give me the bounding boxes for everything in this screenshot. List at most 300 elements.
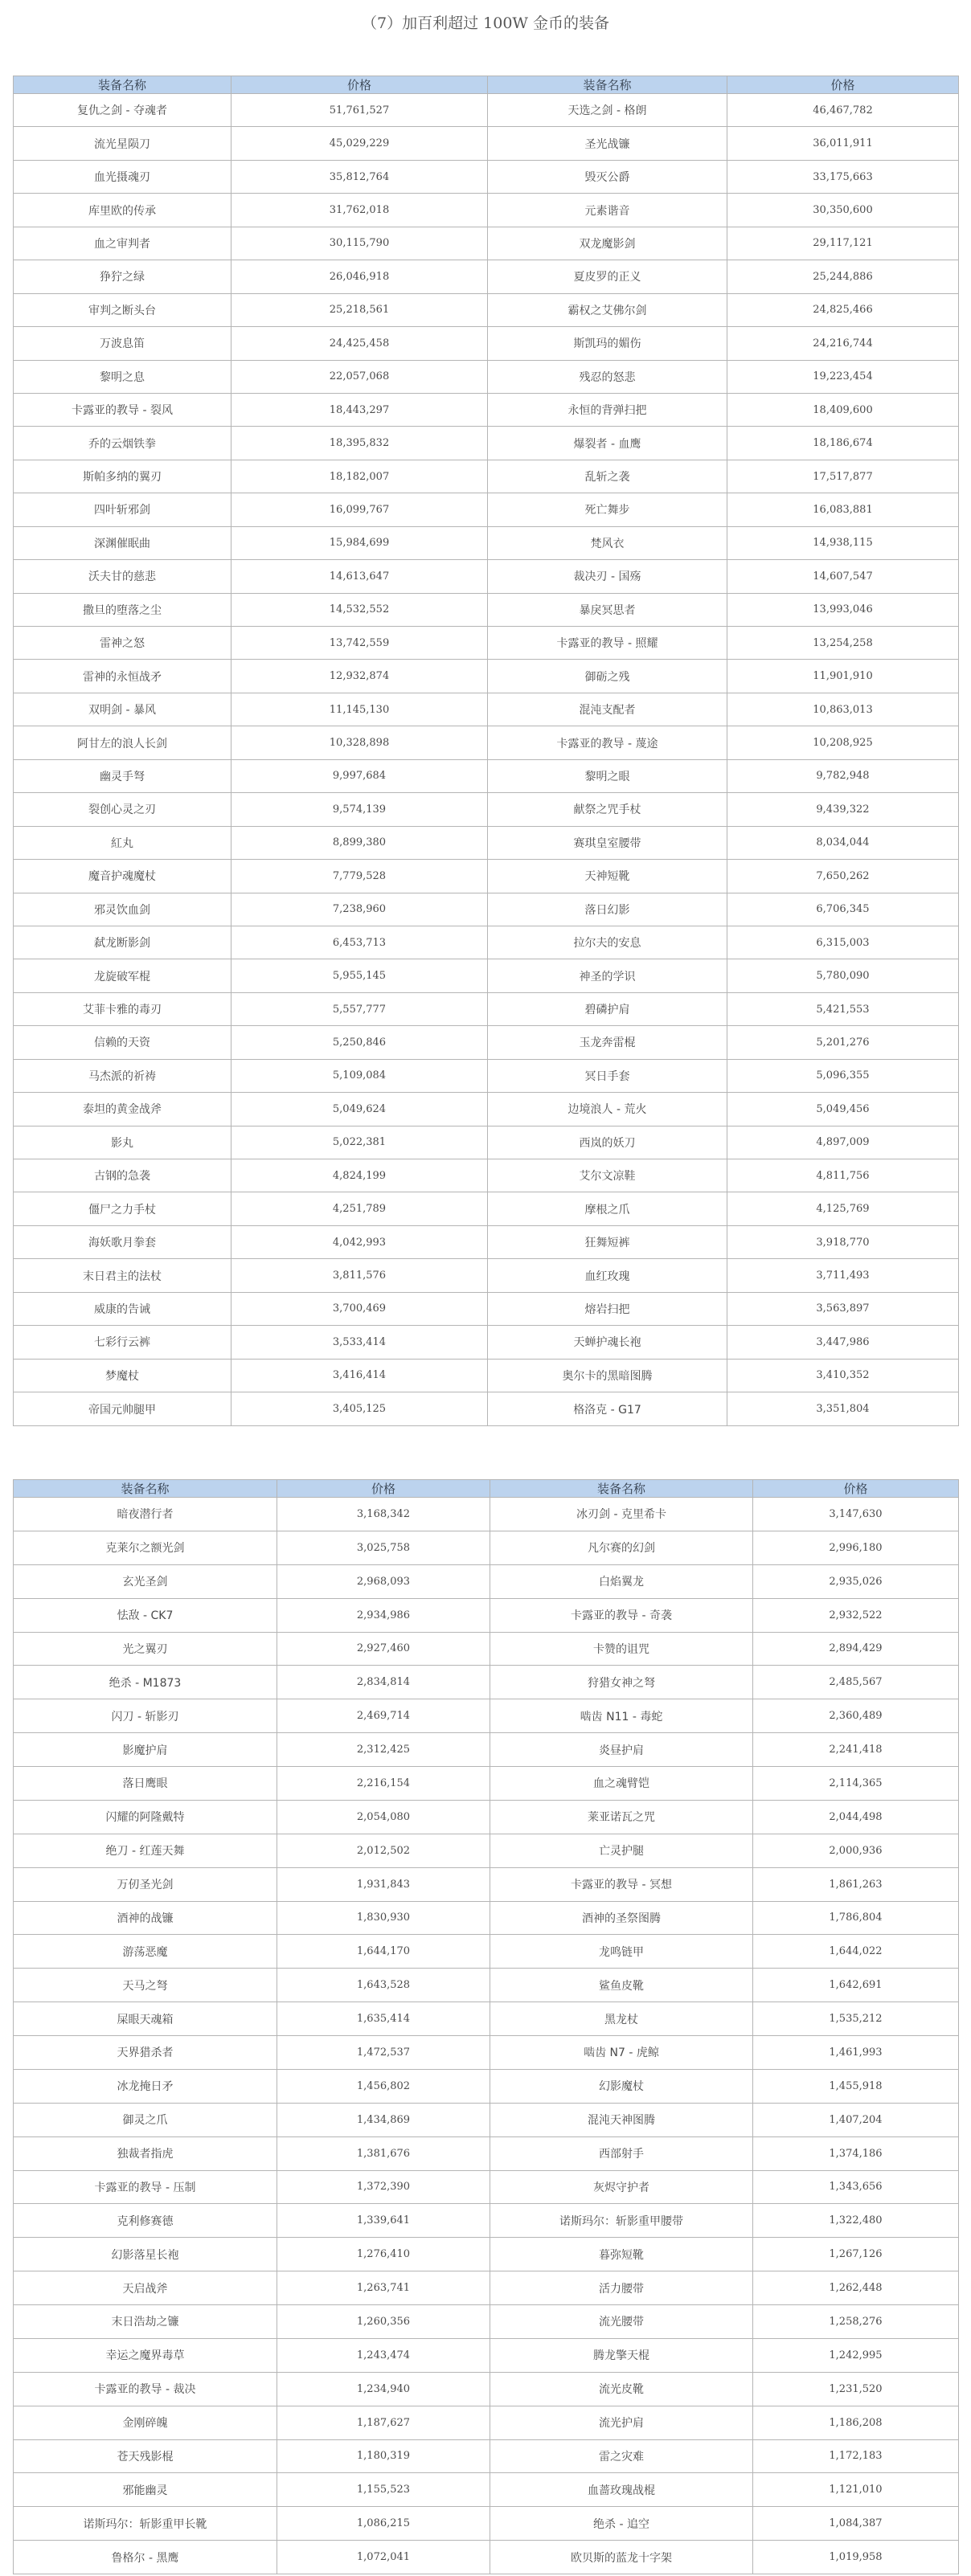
item-name-cell: 莱亚诺瓦之咒 bbox=[490, 1800, 753, 1834]
item-name-cell: 绝杀 - 追空 bbox=[490, 2507, 753, 2541]
item-name-cell: 威康的告诫 bbox=[14, 1292, 231, 1325]
table-row bbox=[14, 1531, 959, 1564]
item-price-cell: 3,168,342 bbox=[277, 1498, 490, 1531]
item-name-cell: 酒神的圣祭图腾 bbox=[490, 1901, 753, 1935]
item-name-cell: 流光护肩 bbox=[490, 2406, 753, 2439]
item-name-cell: 霸权之艾佛尔剑 bbox=[488, 293, 727, 326]
item-price-cell: 1,407,204 bbox=[753, 2103, 959, 2136]
item-price-cell: 18,186,674 bbox=[727, 427, 959, 460]
item-name-cell: 血光摄魂刃 bbox=[14, 160, 231, 193]
item-price-cell: 1,072,041 bbox=[277, 2541, 490, 2574]
item-price-cell: 30,115,790 bbox=[231, 227, 488, 260]
item-price-cell: 51,761,527 bbox=[231, 94, 488, 127]
page-title: （7）加百利超过 100W 金币的装备 bbox=[362, 14, 609, 32]
item-price-cell: 9,439,322 bbox=[727, 793, 959, 826]
item-price-cell: 24,216,744 bbox=[727, 327, 959, 360]
item-name-cell: 西岚的妖刀 bbox=[488, 1126, 727, 1159]
item-name-cell: 活力腰带 bbox=[490, 2271, 753, 2305]
item-name-cell: 影魔护肩 bbox=[14, 1733, 277, 1767]
item-name-cell: 克莱尔之额光剑 bbox=[14, 1531, 277, 1564]
item-name-cell: 狰狞之绿 bbox=[14, 260, 231, 293]
item-price-cell: 3,700,469 bbox=[231, 1292, 488, 1325]
column-header-name: 装备名称 bbox=[488, 76, 727, 94]
table-row bbox=[14, 1259, 959, 1292]
item-name-cell: 御灵之爪 bbox=[14, 2103, 277, 2136]
table-row bbox=[14, 2473, 959, 2507]
item-price-cell: 5,421,553 bbox=[727, 992, 959, 1025]
item-name-cell: 万仞圣光剑 bbox=[14, 1867, 277, 1901]
item-name-cell: 死亡舞步 bbox=[488, 493, 727, 526]
item-price-cell: 2,834,814 bbox=[277, 1666, 490, 1699]
table-row bbox=[14, 2338, 959, 2372]
item-name-cell: 幻影落星长袍 bbox=[14, 2238, 277, 2271]
table-row bbox=[14, 1292, 959, 1325]
item-price-cell: 6,706,345 bbox=[727, 893, 959, 926]
column-header-price: 价格 bbox=[753, 1480, 959, 1498]
item-name-cell: 夏皮罗的正义 bbox=[488, 260, 727, 293]
item-price-cell: 2,934,986 bbox=[277, 1598, 490, 1632]
column-header-name: 装备名称 bbox=[14, 1480, 277, 1498]
item-price-cell: 3,351,804 bbox=[727, 1392, 959, 1426]
item-price-cell: 12,932,874 bbox=[231, 660, 488, 693]
item-name-cell: 黎明之眼 bbox=[488, 759, 727, 792]
item-name-cell: 边境浪人 - 荒火 bbox=[488, 1093, 727, 1126]
item-price-cell: 1,263,741 bbox=[277, 2271, 490, 2305]
item-name-cell: 诺斯玛尔：斩影重甲腰带 bbox=[490, 2204, 753, 2238]
table-row bbox=[14, 660, 959, 693]
item-name-cell: 邪能幽灵 bbox=[14, 2473, 277, 2507]
item-name-cell: 冰刃剑 - 克里希卡 bbox=[490, 1498, 753, 1531]
item-price-cell: 3,147,630 bbox=[753, 1498, 959, 1531]
item-price-cell: 1,186,208 bbox=[753, 2406, 959, 2439]
item-name-cell: 熔岩扫把 bbox=[488, 1292, 727, 1325]
table-row bbox=[14, 260, 959, 293]
table-row bbox=[14, 194, 959, 227]
item-price-cell: 10,863,013 bbox=[727, 693, 959, 726]
item-name-cell: 卡露亚的教导 - 奇袭 bbox=[490, 1598, 753, 1632]
item-price-cell: 1,456,802 bbox=[277, 2069, 490, 2103]
item-name-cell: 艾尔文凉鞋 bbox=[488, 1159, 727, 1192]
table-row bbox=[14, 2069, 959, 2103]
item-price-cell: 1,258,276 bbox=[753, 2305, 959, 2339]
item-price-cell: 15,984,699 bbox=[231, 526, 488, 559]
item-name-cell: 卡露亚的教导 - 照耀 bbox=[488, 627, 727, 660]
item-price-cell: 31,762,018 bbox=[231, 194, 488, 227]
item-name-cell: 腾龙擎天棍 bbox=[490, 2338, 753, 2372]
item-price-cell: 3,416,414 bbox=[231, 1359, 488, 1392]
item-price-cell: 13,742,559 bbox=[231, 627, 488, 660]
table-row bbox=[14, 1901, 959, 1935]
item-name-cell: 神圣的学识 bbox=[488, 959, 727, 992]
item-price-cell: 6,315,003 bbox=[727, 926, 959, 959]
column-header-name: 装备名称 bbox=[14, 76, 231, 94]
table-row bbox=[14, 1159, 959, 1192]
item-name-cell: 爆裂者 - 血鹰 bbox=[488, 427, 727, 460]
item-name-cell: 啮齿 N7 - 虎鲸 bbox=[490, 2036, 753, 2070]
item-name-cell: 库里欧的传承 bbox=[14, 194, 231, 227]
item-price-cell: 1,434,869 bbox=[277, 2103, 490, 2136]
item-name-cell: 光之翼刃 bbox=[14, 1632, 277, 1666]
item-price-cell: 2,927,460 bbox=[277, 1632, 490, 1666]
item-name-cell: 撒旦的堕落之尘 bbox=[14, 593, 231, 626]
table-row bbox=[14, 293, 959, 326]
table-row bbox=[14, 992, 959, 1025]
table-row bbox=[14, 427, 959, 460]
item-price-cell: 1,861,263 bbox=[753, 1867, 959, 1901]
item-name-cell: 摩根之爪 bbox=[488, 1192, 727, 1225]
table-row bbox=[14, 360, 959, 393]
item-price-cell: 5,109,084 bbox=[231, 1059, 488, 1092]
item-name-cell: 沃夫甘的慈悲 bbox=[14, 560, 231, 593]
table-row bbox=[14, 1126, 959, 1159]
item-name-cell: 卡赞的诅咒 bbox=[490, 1632, 753, 1666]
table-row bbox=[14, 160, 959, 193]
item-name-cell: 血之审判者 bbox=[14, 227, 231, 260]
item-name-cell: 阿甘左的浪人长剑 bbox=[14, 726, 231, 759]
item-price-cell: 14,607,547 bbox=[727, 560, 959, 593]
item-price-cell: 16,083,881 bbox=[727, 493, 959, 526]
table-row bbox=[14, 926, 959, 959]
item-price-cell: 5,955,145 bbox=[231, 959, 488, 992]
item-price-cell: 26,046,918 bbox=[231, 260, 488, 293]
item-price-cell: 10,328,898 bbox=[231, 726, 488, 759]
item-name-cell: 乱斩之袭 bbox=[488, 460, 727, 493]
item-price-cell: 11,901,910 bbox=[727, 660, 959, 693]
item-price-cell: 2,241,418 bbox=[753, 1733, 959, 1767]
item-price-cell: 2,012,502 bbox=[277, 1834, 490, 1867]
table-row bbox=[14, 893, 959, 926]
item-name-cell: 泰坦的黄金战斧 bbox=[14, 1093, 231, 1126]
item-name-cell: 审判之断头台 bbox=[14, 293, 231, 326]
item-name-cell: 拉尔夫的安息 bbox=[488, 926, 727, 959]
item-price-cell: 5,022,381 bbox=[231, 1126, 488, 1159]
item-name-cell: 血蔷玫瑰战棍 bbox=[490, 2473, 753, 2507]
item-name-cell: 鲁格尔 - 黑鹰 bbox=[14, 2541, 277, 2574]
item-price-cell: 4,125,769 bbox=[727, 1192, 959, 1225]
item-name-cell: 狂舞短裤 bbox=[488, 1225, 727, 1258]
item-name-cell: 流光皮靴 bbox=[490, 2372, 753, 2406]
table-row bbox=[14, 793, 959, 826]
item-name-cell: 落日幻影 bbox=[488, 893, 727, 926]
item-name-cell: 屎眼天魂箱 bbox=[14, 2002, 277, 2036]
item-price-cell: 17,517,877 bbox=[727, 460, 959, 493]
item-name-cell: 奥尔卡的黑暗图腾 bbox=[488, 1359, 727, 1392]
item-name-cell: 裁决刃 - 国殇 bbox=[488, 560, 727, 593]
table-row bbox=[14, 860, 959, 893]
item-price-cell: 2,000,936 bbox=[753, 1834, 959, 1867]
item-name-cell: 独裁者指虎 bbox=[14, 2136, 277, 2170]
table-row bbox=[14, 593, 959, 626]
table-row bbox=[14, 2036, 959, 2070]
item-name-cell: 落日鹰眼 bbox=[14, 1767, 277, 1801]
column-header-price: 价格 bbox=[727, 76, 959, 94]
item-name-cell: 天启战斧 bbox=[14, 2271, 277, 2305]
item-name-cell: 末日浩劫之镰 bbox=[14, 2305, 277, 2339]
item-name-cell: 暴戾冥思者 bbox=[488, 593, 727, 626]
item-name-cell: 帝国元帅腿甲 bbox=[14, 1392, 231, 1426]
item-price-cell: 18,395,832 bbox=[231, 427, 488, 460]
item-price-cell: 1,931,843 bbox=[277, 1867, 490, 1901]
item-price-cell: 3,025,758 bbox=[277, 1531, 490, 1564]
item-name-cell: 格洛克 - G17 bbox=[488, 1392, 727, 1426]
column-header-name: 装备名称 bbox=[490, 1480, 753, 1498]
item-price-cell: 1,155,523 bbox=[277, 2473, 490, 2507]
item-name-cell: 幻影魔杖 bbox=[490, 2069, 753, 2103]
item-price-cell: 1,644,022 bbox=[753, 1935, 959, 1969]
item-price-cell: 29,117,121 bbox=[727, 227, 959, 260]
item-price-cell: 18,409,600 bbox=[727, 393, 959, 426]
table-row bbox=[14, 1969, 959, 2002]
item-name-cell: 混沌支配者 bbox=[488, 693, 727, 726]
table-row bbox=[14, 2406, 959, 2439]
item-price-cell: 1,172,183 bbox=[753, 2439, 959, 2473]
table-row bbox=[14, 2541, 959, 2574]
table-header-row bbox=[14, 1480, 959, 1498]
table-row bbox=[14, 560, 959, 593]
item-name-cell: 绝刀 - 红莲天舞 bbox=[14, 1834, 277, 1867]
item-price-cell: 3,405,125 bbox=[231, 1392, 488, 1426]
table-row bbox=[14, 2439, 959, 2473]
item-price-cell: 5,201,276 bbox=[727, 1026, 959, 1059]
table-row bbox=[14, 759, 959, 792]
item-name-cell: 天马之弩 bbox=[14, 1969, 277, 2002]
item-price-cell: 1,830,930 bbox=[277, 1901, 490, 1935]
item-name-cell: 诺斯玛尔：斩影重甲长靴 bbox=[14, 2507, 277, 2541]
item-price-cell: 2,932,522 bbox=[753, 1598, 959, 1632]
item-price-cell: 1,084,387 bbox=[753, 2507, 959, 2541]
item-price-cell: 2,054,080 bbox=[277, 1800, 490, 1834]
table-row bbox=[14, 2507, 959, 2541]
item-price-cell: 16,099,767 bbox=[231, 493, 488, 526]
item-name-cell: 梵风衣 bbox=[488, 526, 727, 559]
item-price-cell: 1,276,410 bbox=[277, 2238, 490, 2271]
item-name-cell: 暗夜潜行者 bbox=[14, 1498, 277, 1531]
table-header-row bbox=[14, 76, 959, 94]
item-name-cell: 碧磷护肩 bbox=[488, 992, 727, 1025]
item-name-cell: 马杰派的祈祷 bbox=[14, 1059, 231, 1092]
item-name-cell: 怯敌 - CK7 bbox=[14, 1598, 277, 1632]
item-price-cell: 3,563,897 bbox=[727, 1292, 959, 1325]
item-price-cell: 5,557,777 bbox=[231, 992, 488, 1025]
item-price-cell: 25,218,561 bbox=[231, 293, 488, 326]
table-row bbox=[14, 1632, 959, 1666]
item-price-cell: 3,918,770 bbox=[727, 1225, 959, 1258]
item-price-cell: 1,243,474 bbox=[277, 2338, 490, 2372]
item-price-cell: 9,574,139 bbox=[231, 793, 488, 826]
item-price-cell: 3,410,352 bbox=[727, 1359, 959, 1392]
item-name-cell: 玉龙奔雷棍 bbox=[488, 1026, 727, 1059]
table-row bbox=[14, 2305, 959, 2339]
table-row bbox=[14, 2204, 959, 2238]
table-row bbox=[14, 1225, 959, 1258]
item-price-cell: 1,234,940 bbox=[277, 2372, 490, 2406]
table-row bbox=[14, 959, 959, 992]
table-row bbox=[14, 1834, 959, 1867]
item-name-cell: 永恒的背弹扫把 bbox=[488, 393, 727, 426]
item-price-cell: 2,044,498 bbox=[753, 1800, 959, 1834]
item-price-cell: 2,360,489 bbox=[753, 1699, 959, 1733]
item-price-cell: 5,049,624 bbox=[231, 1093, 488, 1126]
item-price-cell: 4,811,756 bbox=[727, 1159, 959, 1192]
item-price-cell: 1,260,356 bbox=[277, 2305, 490, 2339]
item-price-cell: 5,780,090 bbox=[727, 959, 959, 992]
table-row bbox=[14, 1800, 959, 1834]
table-row bbox=[14, 1059, 959, 1092]
item-name-cell: 苍天残影棍 bbox=[14, 2439, 277, 2473]
table-row bbox=[14, 1326, 959, 1359]
table-row bbox=[14, 393, 959, 426]
item-name-cell: 冥日手套 bbox=[488, 1059, 727, 1092]
item-price-cell: 4,042,993 bbox=[231, 1225, 488, 1258]
item-name-cell: 赛琪皇室腰带 bbox=[488, 826, 727, 859]
item-price-cell: 18,182,007 bbox=[231, 460, 488, 493]
table-row bbox=[14, 1767, 959, 1801]
item-name-cell: 酒神的战镰 bbox=[14, 1901, 277, 1935]
table-row bbox=[14, 2372, 959, 2406]
item-name-cell: 僵尸之力手杖 bbox=[14, 1192, 231, 1225]
item-name-cell: 闪耀的阿隆戴特 bbox=[14, 1800, 277, 1834]
item-name-cell: 灰烬守护者 bbox=[490, 2170, 753, 2204]
item-price-cell: 4,251,789 bbox=[231, 1192, 488, 1225]
item-price-cell: 2,935,026 bbox=[753, 1564, 959, 1598]
item-name-cell: 幸运之魔界毒草 bbox=[14, 2338, 277, 2372]
item-price-cell: 2,968,093 bbox=[277, 1564, 490, 1598]
item-name-cell: 卡露亚的教导 - 裂风 bbox=[14, 393, 231, 426]
item-name-cell: 魔音护魂魔杖 bbox=[14, 860, 231, 893]
item-price-cell: 1,231,520 bbox=[753, 2372, 959, 2406]
item-name-cell: 御砺之残 bbox=[488, 660, 727, 693]
item-price-cell: 3,447,986 bbox=[727, 1326, 959, 1359]
item-price-cell: 4,824,199 bbox=[231, 1159, 488, 1192]
item-price-cell: 3,711,493 bbox=[727, 1259, 959, 1292]
item-name-cell: 血红玫瑰 bbox=[488, 1259, 727, 1292]
item-name-cell: 黎明之息 bbox=[14, 360, 231, 393]
table-row bbox=[14, 1192, 959, 1225]
item-name-cell: 残忍的怒悲 bbox=[488, 360, 727, 393]
item-price-cell: 1,180,319 bbox=[277, 2439, 490, 2473]
item-price-cell: 25,244,886 bbox=[727, 260, 959, 293]
item-price-cell: 1,242,995 bbox=[753, 2338, 959, 2372]
item-name-cell: 卡露亚的教导 - 裁决 bbox=[14, 2372, 277, 2406]
item-price-cell: 5,049,456 bbox=[727, 1093, 959, 1126]
item-name-cell: 元素谐音 bbox=[488, 194, 727, 227]
item-name-cell: 金刚碎魄 bbox=[14, 2406, 277, 2439]
item-name-cell: 裂创心灵之刃 bbox=[14, 793, 231, 826]
item-price-cell: 19,223,454 bbox=[727, 360, 959, 393]
column-header-price: 价格 bbox=[277, 1480, 490, 1498]
item-name-cell: 双龙魔影剑 bbox=[488, 227, 727, 260]
item-price-cell: 2,216,154 bbox=[277, 1767, 490, 1801]
table-row bbox=[14, 2136, 959, 2170]
item-name-cell: 天神短靴 bbox=[488, 860, 727, 893]
table-row bbox=[14, 1666, 959, 1699]
item-name-cell: 卡露亚的教导 - 压制 bbox=[14, 2170, 277, 2204]
table-row bbox=[14, 1935, 959, 1969]
item-price-cell: 45,029,229 bbox=[231, 127, 488, 160]
item-name-cell: 游荡恶魔 bbox=[14, 1935, 277, 1969]
item-price-cell: 7,779,528 bbox=[231, 860, 488, 893]
table-row bbox=[14, 1026, 959, 1059]
table-row bbox=[14, 1359, 959, 1392]
item-price-cell: 14,938,115 bbox=[727, 526, 959, 559]
item-price-cell: 10,208,925 bbox=[727, 726, 959, 759]
item-name-cell: 天蝉护魂长袍 bbox=[488, 1326, 727, 1359]
item-price-cell: 1,262,448 bbox=[753, 2271, 959, 2305]
item-name-cell: 暮弥短靴 bbox=[490, 2238, 753, 2271]
item-name-cell: 冰龙掩日矛 bbox=[14, 2069, 277, 2103]
item-name-cell: 圣光战镰 bbox=[488, 127, 727, 160]
item-name-cell: 斯凯玛的媚伤 bbox=[488, 327, 727, 360]
item-name-cell: 啮齿 N11 - 毒蛇 bbox=[490, 1699, 753, 1733]
item-price-cell: 9,782,948 bbox=[727, 759, 959, 792]
item-price-cell: 1,461,993 bbox=[753, 2036, 959, 2070]
table-row bbox=[14, 460, 959, 493]
item-price-cell: 4,897,009 bbox=[727, 1126, 959, 1159]
table-row bbox=[14, 327, 959, 360]
item-price-cell: 18,443,297 bbox=[231, 393, 488, 426]
item-price-cell: 1,455,918 bbox=[753, 2069, 959, 2103]
item-name-cell: 卡露亚的教导 - 蔑途 bbox=[488, 726, 727, 759]
item-name-cell: 流光腰带 bbox=[490, 2305, 753, 2339]
item-price-cell: 30,350,600 bbox=[727, 194, 959, 227]
item-name-cell: 雷之灾难 bbox=[490, 2439, 753, 2473]
item-name-cell: 双明剑 - 暴风 bbox=[14, 693, 231, 726]
item-name-cell: 西部射手 bbox=[490, 2136, 753, 2170]
item-price-cell: 33,175,663 bbox=[727, 160, 959, 193]
item-price-cell: 1,643,528 bbox=[277, 1969, 490, 2002]
item-name-cell: 梦魔杖 bbox=[14, 1359, 231, 1392]
item-price-cell: 1,374,186 bbox=[753, 2136, 959, 2170]
table-row bbox=[14, 1733, 959, 1767]
item-price-cell: 2,894,429 bbox=[753, 1632, 959, 1666]
item-price-cell: 1,322,480 bbox=[753, 2204, 959, 2238]
item-price-cell: 24,425,458 bbox=[231, 327, 488, 360]
item-price-cell: 36,011,911 bbox=[727, 127, 959, 160]
item-name-cell: 古钢的急袭 bbox=[14, 1159, 231, 1192]
item-price-cell: 46,467,782 bbox=[727, 94, 959, 127]
item-name-cell: 绝杀 - M1873 bbox=[14, 1666, 277, 1699]
table-row bbox=[14, 1498, 959, 1531]
item-price-cell: 14,532,552 bbox=[231, 593, 488, 626]
item-name-cell: 天界猎杀者 bbox=[14, 2036, 277, 2070]
item-name-cell: 影丸 bbox=[14, 1126, 231, 1159]
item-price-cell: 13,254,258 bbox=[727, 627, 959, 660]
item-name-cell: 复仇之剑 - 夺魂者 bbox=[14, 94, 231, 127]
item-name-cell: 邪灵饮血剑 bbox=[14, 893, 231, 926]
item-name-cell: 血之魂臂铠 bbox=[490, 1767, 753, 1801]
item-name-cell: 天选之剑 - 格朗 bbox=[488, 94, 727, 127]
item-name-cell: 龙鸣链甲 bbox=[490, 1935, 753, 1969]
item-price-cell: 2,114,365 bbox=[753, 1767, 959, 1801]
table-row bbox=[14, 2271, 959, 2305]
item-name-cell: 克利修赛德 bbox=[14, 2204, 277, 2238]
item-price-cell: 1,121,010 bbox=[753, 2473, 959, 2507]
item-name-cell: 深渊催眠曲 bbox=[14, 526, 231, 559]
item-price-cell: 5,250,846 bbox=[231, 1026, 488, 1059]
item-price-cell: 1,372,390 bbox=[277, 2170, 490, 2204]
column-header-price: 价格 bbox=[231, 76, 488, 94]
item-price-cell: 1,535,212 bbox=[753, 2002, 959, 2036]
table-row bbox=[14, 2002, 959, 2036]
item-price-cell: 2,469,714 bbox=[277, 1699, 490, 1733]
item-name-cell: 黑龙杖 bbox=[490, 2002, 753, 2036]
item-price-cell: 1,267,126 bbox=[753, 2238, 959, 2271]
item-price-cell: 13,993,046 bbox=[727, 593, 959, 626]
table-row bbox=[14, 1867, 959, 1901]
item-price-cell: 24,825,466 bbox=[727, 293, 959, 326]
item-price-cell: 7,238,960 bbox=[231, 893, 488, 926]
equipment-table-2 bbox=[13, 1479, 959, 2574]
